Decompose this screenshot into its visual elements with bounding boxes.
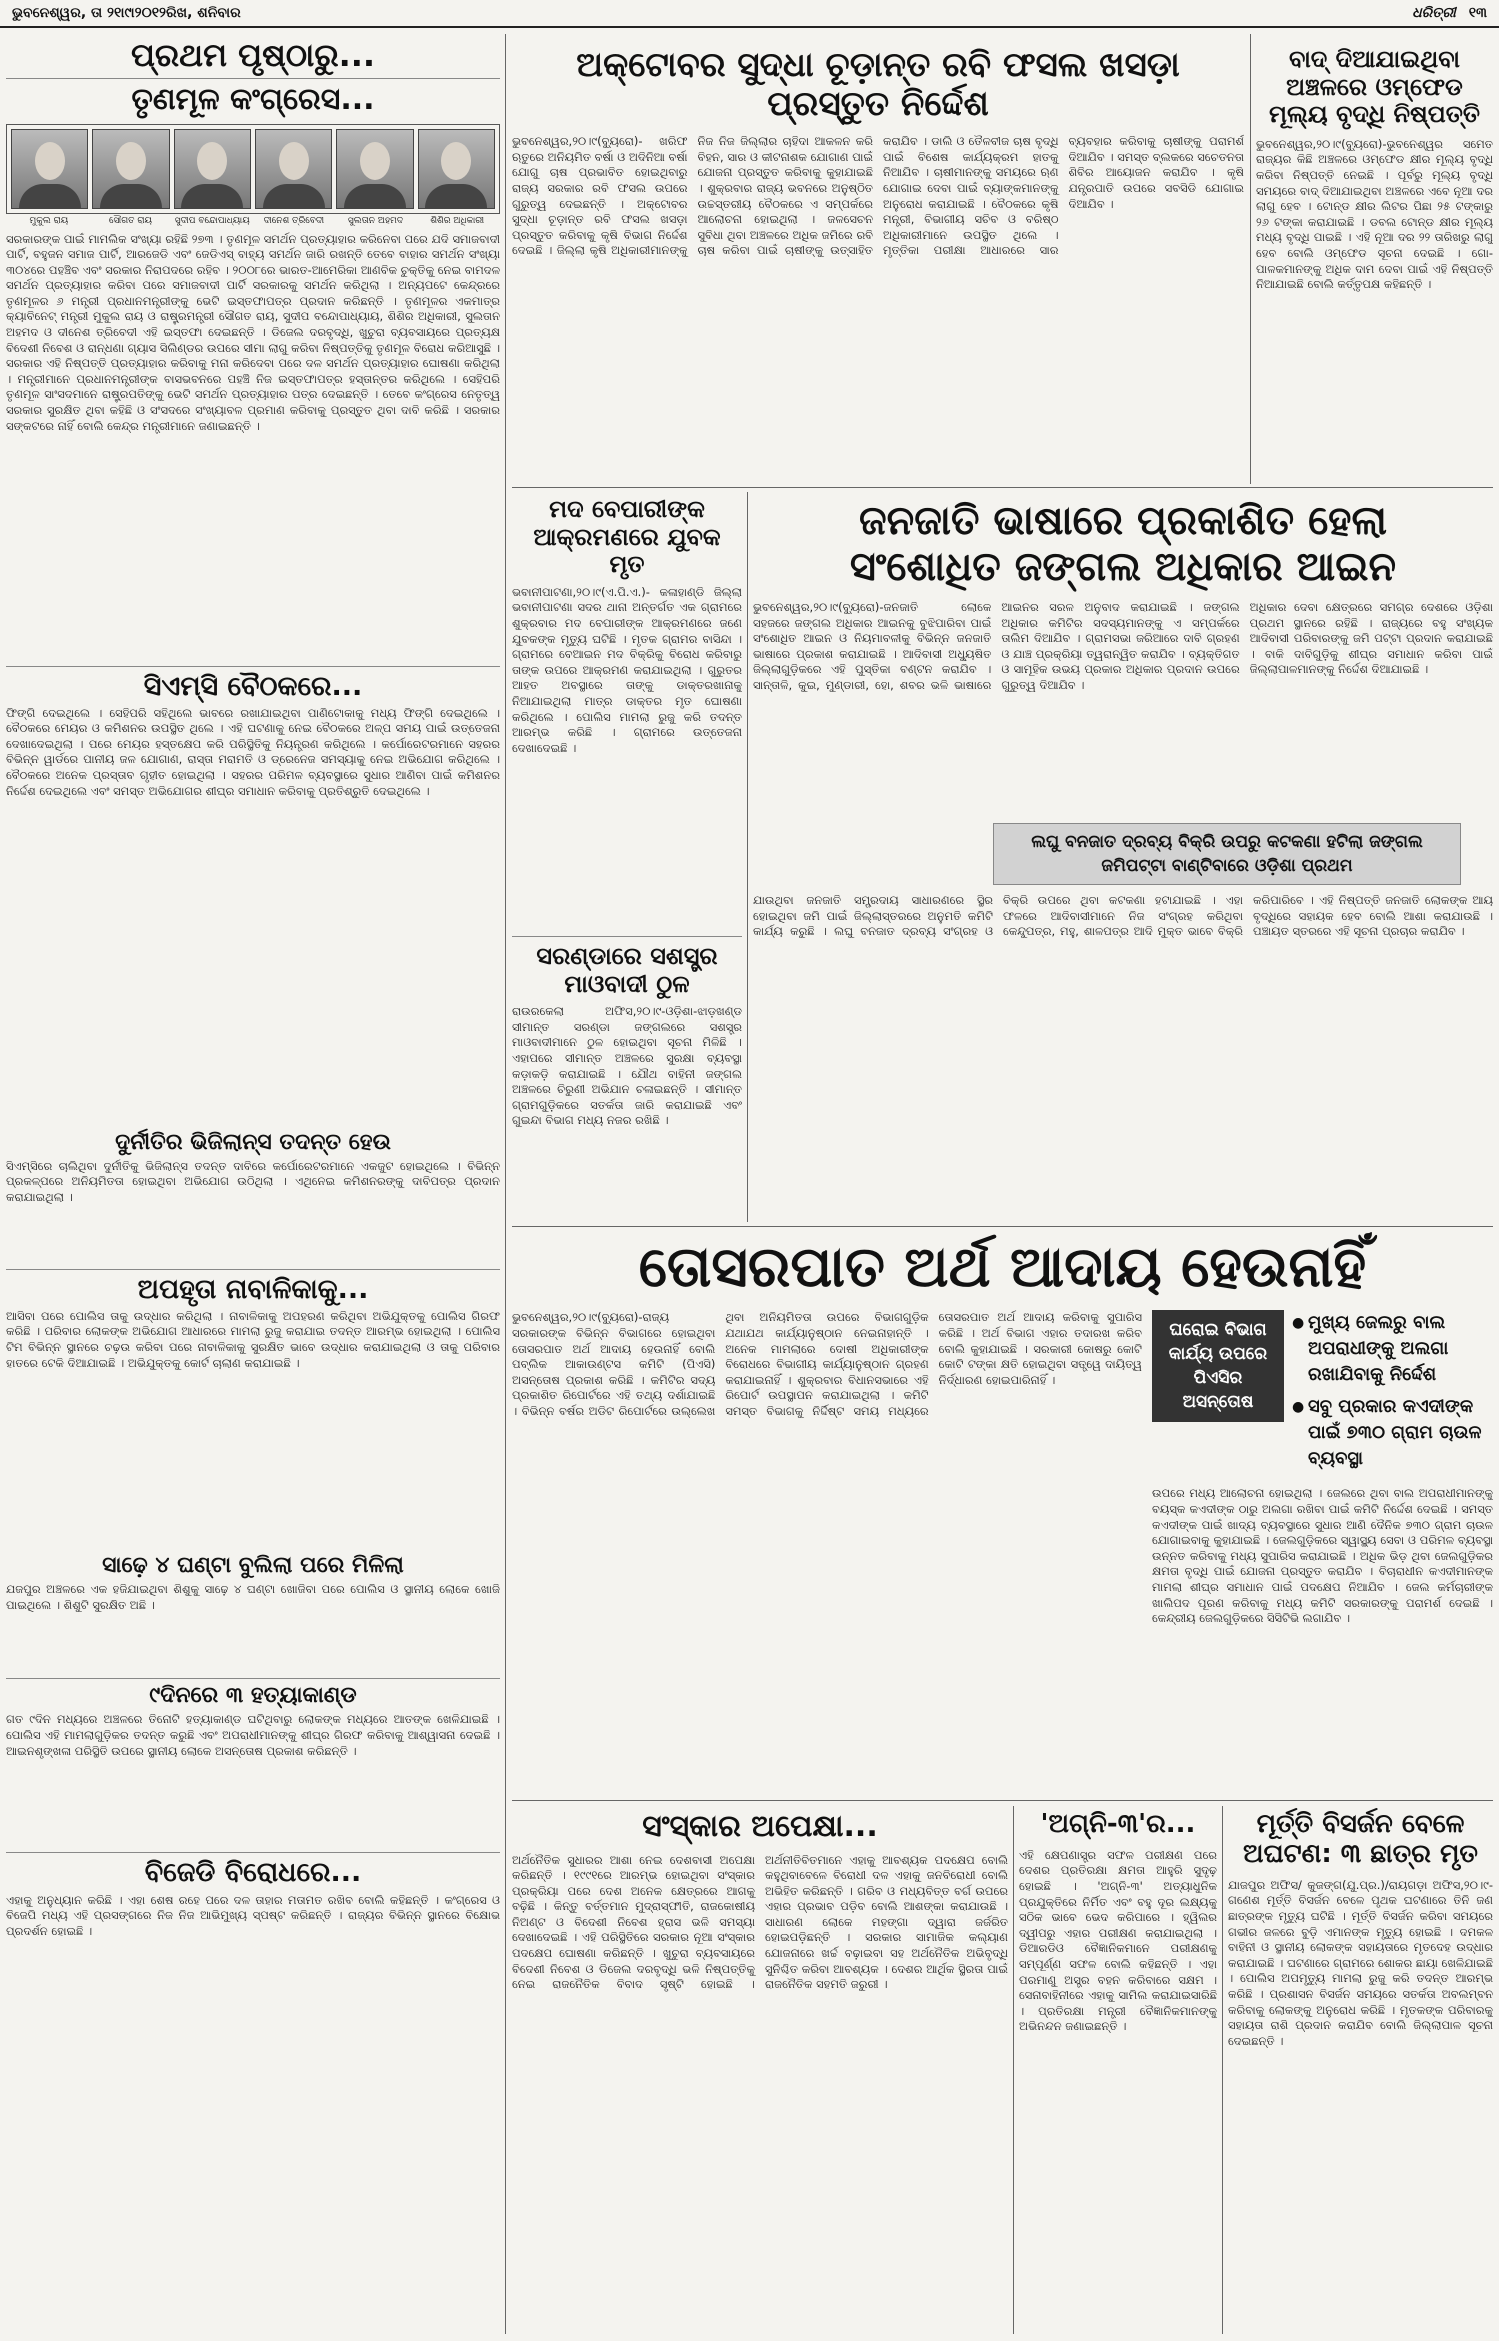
photo-caption: ଦୀନେଶ ତ୍ରିବେଦୀ <box>263 215 325 226</box>
minister-photo <box>336 129 413 209</box>
maoist-story <box>512 936 742 1221</box>
bjd-heading: ବିଜେଡି ବିରୋଧରେ... <box>144 1857 362 1889</box>
omfed-body: ଭୁବନେଶ୍ୱର,୨୦।୯(ବ୍ୟୁରୋ)-ଭୁବନେଶ୍ୱର ସମେତ ରାଜ୍ୟର କିଛି ଅଞ୍ଚଳରେ ଓମ୍ଫେଡ କ୍ଷୀର ମୂଲ୍ୟ ବୃଦ୍ଧି କରିବା ନିଷ୍ପତ୍ତି ନେଇଛି । ପୂର୍ବରୁ ମୂଲ୍ୟ ବୃଦ୍ଧି ସମୟରେ ବାଦ୍ ଦିଆଯାଇଥିବା ଅଞ୍ଚଳରେ ଏବେ ନୂଆ ଦର ଲାଗୁ ହେବ । ଟୋନ୍ଡ କ୍ଷୀର ଲିଟର ପିଛା ୨୫ ଟଙ୍କାରୁ ୨୬ ଟଙ୍କା କରାଯାଇଛି । ଡବଲ ଟୋନ୍ଡ କ୍ଷୀର ମୂଲ୍ୟ ମଧ୍ୟ ବୃଦ୍ଧି ପାଇଛି । ଏହି ନୂଆ ଦର ୨୨ ତାରିଖରୁ ଲାଗୁ ହେବ ବୋଲି ଓମ୍ଫେଡ ସୂଚନା ଦେଇଛି । ଗୋ-ପାଳକମାନଙ୍କୁ ଅଧିକ ଦାମ ଦେବା ପାଇଁ ଏହି ନିଷ୍ପତ୍ତି ନିଆଯାଇଛି ବୋଲି କର୍ତ୍ତୃପକ୍ଷ କହିଛନ୍ତି । <box>1256 136 1493 292</box>
tosarapat-lower-body: ଉପରେ ମଧ୍ୟ ଆଲୋଚନା ହୋଇଥିଲା । ଜେଲରେ ଥିବା ବାଲ ଅପରାଧୀମାନଙ୍କୁ ବୟସ୍କ କଏଦୀଙ୍କ ଠାରୁ ଅଲଗା ରଖିବା ପାଇଁ କମିଟି ନିର୍ଦ୍ଦେଶ ଦେଇଛି । ସମସ୍ତ କଏଦୀଙ୍କ ପାଇଁ ଖାଦ୍ୟ ବ୍ୟବସ୍ଥାରେ ସୁଧାର ଆଣି ଦୈନିକ ୭୩୦ ଗ୍ରାମ ଚାଉଳ ଯୋଗାଇବାକୁ କୁହାଯାଇଛି । ଜେଲଗୁଡ଼ିକରେ ସ୍ୱାସ୍ଥ୍ୟ ସେବା ଓ ପରିମଳ ବ୍ୟବସ୍ଥା ଉନ୍ନତ କରିବାକୁ ମଧ୍ୟ ସୁପାରିସ କରାଯାଇଛି । ଅଧିକ ଭିଡ଼ ଥିବା ଜେଲଗୁଡ଼ିକର କ୍ଷମତା ବୃଦ୍ଧି ପାଇଁ ଯୋଜନା ପ୍ରସ୍ତୁତ କରାଯିବ । ବିଚାରାଧୀନ କଏଦୀମାନଙ୍କ ମାମଲା ଶୀଘ୍ର ସମାଧାନ ପାଇଁ ପଦକ୍ଷେପ ନିଆଯିବ । ଜେଲ କର୍ମଚାରୀଙ୍କ ଖାଲିପଦ ପୂରଣ କରିବାକୁ ମଧ୍ୟ କମିଟି ସରକାରଙ୍କୁ ପରାମର୍ଶ ଦେଇଛି । କେନ୍ଦ୍ରୀୟ ଜେଲଗୁଡ଼ିକରେ ସିସିଟିଭି ଲଗାଯିବ । <box>1152 1486 1493 1626</box>
bjd-story <box>6 1852 500 2062</box>
forest-story <box>753 492 1493 1222</box>
jail-bullets <box>1292 1310 1493 1478</box>
page-header <box>0 0 1499 28</box>
jail-bullet: ● ସବୁ ପ୍ରକାର କଏଦୀଙ୍କ ପାଇଁ ୭୩୦ ଗ୍ରାମ ଚାଉଳ ବ୍ୟବସ୍ଥା <box>1292 1394 1493 1472</box>
minister-photos <box>6 124 500 214</box>
section-rule <box>512 1800 1493 1801</box>
masthead-page <box>1412 5 1487 21</box>
cms-story <box>6 666 500 1126</box>
column-rule <box>1013 1806 1014 2334</box>
column-rule <box>747 492 748 1222</box>
idol-headline: ମୂର୍ତ୍ତି ବିସର୍ଜନ ବେଳେ ଅଘଟଣ: ୩ ଛାତ୍ର ମୃତ <box>1243 1809 1478 1869</box>
minister-photo <box>255 129 332 209</box>
column-rule <box>505 34 506 2334</box>
reform-body: ଅର୍ଥନୈତିକ ସୁଧାରର ଆଶା ନେଇ ଦେଶବାସୀ ଅପେକ୍ଷା କରିଛନ୍ତି । ୧୯୯୧ରେ ଆରମ୍ଭ ହୋଇଥିବା ସଂସ୍କାର ପ୍ରକ୍ରିୟା ପରେ ଦେଶ ଅନେକ କ୍ଷେତ୍ରରେ ଆଗକୁ ବଢ଼ିଛି । କିନ୍ତୁ ବର୍ତ୍ତମାନ ମୁଦ୍ରାସ୍ଫୀତି, ରାଜକୋଷୀୟ ନିଅଣ୍ଟ ଓ ବିଦେଶୀ ନିବେଶ ହ୍ରାସ ଭଳି ସମସ୍ୟା ଦେଖାଦେଇଛି । ଏହି ପରିସ୍ଥିତିରେ ସରକାର ନୂଆ ସଂସ୍କାର ପଦକ୍ଷେପ ଘୋଷଣା କରିଛନ୍ତି । ଖୁଚୁରା ବ୍ୟବସାୟରେ ବିଦେଶୀ ନିବେଶ ଓ ଡିଜେଲ ଦରବୃଦ୍ଧି ଭଳି ନିଷ୍ପତ୍ତିକୁ ନେଇ ରାଜନୈତିକ ବିବାଦ ସୃଷ୍ଟି ହୋଇଛି । ଅର୍ଥନୀତିବିତମାନେ ଏହାକୁ ଆବଶ୍ୟକ ପଦକ୍ଷେପ ବୋଲି କହୁଥିବାବେଳେ ବିରୋଧୀ ଦଳ ଏହାକୁ ଜନବିରୋଧୀ ବୋଲି ଅଭିହିତ କରିଛନ୍ତି । ଗରିବ ଓ ମଧ୍ୟବିତ୍ତ ବର୍ଗ ଉପରେ ଏହାର ପ୍ରଭାବ ପଡ଼ିବ ବୋଲି ଆଶଙ୍କା କରାଯାଉଛି । ସାଧାରଣ ଲୋକେ ମହଙ୍ଗା ଦ୍ୱାରା ଜର୍ଜରିତ ହୋଇପଡ଼ିଛନ୍ତି । ସରକାର ସାମାଜିକ କଲ୍ୟାଣ ଯୋଜନାରେ ଖର୍ଚ୍ଚ ବଢ଼ାଇବା ସହ ଅର୍ଥନୈତିକ ଅଭିବୃଦ୍ଧି ସୁନିଶ୍ଚିତ କରିବା ଆବଶ୍ୟକ । ଦେଶର ଆର୍ଥିକ ସ୍ଥିରତା ପାଇଁ ରାଜନୈତିକ ସହମତି ଜରୁରୀ । <box>512 1852 1008 1992</box>
agni-headline: 'ଅଗ୍ନି-୩'ର... <box>1040 1809 1196 1839</box>
forest-highlight-box: ଲଘୁ ବନଜାତ ଦ୍ରବ୍ୟ ବିକ୍ରି ଉପରୁ କଟକଣା ହଟିଲା ଜଙ୍ଗଲ ଜମିପଟ୍ଟା ବାଣ୍ଟିବାରେ ଓଡ଼ିଶା ପ୍ରଥମ <box>993 823 1461 885</box>
tmc-body: ସରକାରଙ୍କ ପାଇଁ ମାମଲିକ ସଂଖ୍ୟା ରହିଛି ୨୭୩ । ତୃଣମୂଳ ସମର୍ଥନ ପ୍ରତ୍ୟାହାର କରିନେବା ପରେ ଯଦି ସମାଜବାଦୀ ପାର୍ଟି, ବହୁଜନ ସମାଜ ପାର୍ଟି, ଆରଜେଡି ଏବଂ ଜେଡିଏସ୍ ବାହ୍ୟ ସମର୍ଥନ ଜାରି ରଖନ୍ତି ତେବେ ବାହାର ସମର୍ଥନ ସଂଖ୍ୟା ୩୦୪ରେ ପହଞ୍ଚିବ ଏବଂ ସରକାର ନିରାପଦରେ ରହିବ । ୨୦୦୮ରେ ଭାରତ-ଆମେରିକା ଆଣବିକ ଚୁକ୍ତିକୁ ନେଇ ବାମଦଳ ସମର୍ଥନ ପ୍ରତ୍ୟାହାର କରିବା ପରେ ସମାଜବାଦୀ ପାର୍ଟି ସରକାରକୁ ସମର୍ଥନ କରିଥିଲା । ଅନ୍ୟପଟେ କେନ୍ଦ୍ରରେ ତୃଣମୂଳର ୬ ମନ୍ତ୍ରୀ ପ୍ରଧାନମନ୍ତ୍ରୀଙ୍କୁ ଭେଟି ଇସ୍ତଫାପତ୍ର ପ୍ରଦାନ କରିଛନ୍ତି । ତୃଣମୂଳର ଏକମାତ୍ର କ୍ୟାବିନେଟ୍ ମନ୍ତ୍ରୀ ମୁକୁଲ ରାୟ ଓ ରାଷ୍ଟ୍ରମନ୍ତ୍ରୀ ସୌଗତ ରାୟ, ସୁଦୀପ ବନ୍ଦୋପାଧ୍ୟାୟ, ଶିଶିର ଅଧିକାରୀ, ସୁଲତାନ ଅହମଦ ଓ ଦୀନେଶ ତ୍ରିବେଦୀ ଏହି ଇସ୍ତଫା ଦେଇଛନ୍ତି । ଡିଜେଲ ଦରବୃଦ୍ଧି, ଖୁଚୁରା ବ୍ୟବସାୟରେ ପ୍ରତ୍ୟକ୍ଷ ବିଦେଶୀ ନିବେଶ ଓ ରାନ୍ଧଣା ଗ୍ୟାସ ସିଲିଣ୍ଡର ଉପରେ ସୀମା ଲାଗୁ କରିବା ନିଷ୍ପତ୍ତିକୁ ତୃଣମୂଳ ବିରୋଧ କରିଆସୁଛି । ସରକାର ଏହି ନିଷ୍ପତ୍ତି ପ୍ରତ୍ୟାହାର କରିବାକୁ ମନା କରିଦେବା ପରେ ଦଳ ସମର୍ଥନ ପ୍ରତ୍ୟାହାର ଘୋଷଣା କରିଥିଲା । ମନ୍ତ୍ରୀମାନେ ପ୍ରଧାନମନ୍ତ୍ରୀଙ୍କ ବାସଭବନରେ ପହଞ୍ଚି ନିଜ ଇସ୍ତଫାପତ୍ର ହସ୍ତାନ୍ତର କରିଥିଲେ । ସେହିପରି ତୃଣମୂଳ ସାଂସଦମାନେ ରାଷ୍ଟ୍ରପତିଙ୍କୁ ଭେଟି ସମର୍ଥନ ପ୍ରତ୍ୟାହାର ପତ୍ର ଦେଇଛନ୍ତି । ତେବେ କଂଗ୍ରେସ ନେତୃତ୍ୱ ସରକାର ସୁରକ୍ଷିତ ଥିବା କହିଛି ଓ ସଂସଦରେ ସଂଖ୍ୟାବଳ ପ୍ରମାଣ କରିବାକୁ ପ୍ରସ୍ତୁତ ଥିବା ଦାବି କରିଛି । ସରକାର ସଙ୍କଟରେ ନାହିଁ ବୋଲି କେନ୍ଦ୍ର ମନ୍ତ୍ରୀମାନେ ଜଣାଇଛନ୍ତି । <box>6 231 500 433</box>
rabi-body: ଭୁବନେଶ୍ୱର,୨୦।୯(ବ୍ୟୁରୋ)- ଖରିଫ ଋତୁରେ ଅନିୟମିତ ବର୍ଷା ଓ ଅଦିନିଆ ବର୍ଷା ଯୋଗୁ ଚାଷ ପ୍ରଭାବିତ ହୋଇଥିବାରୁ ରାଜ୍ୟ ସରକାର ରବି ଫସଲ ଉପରେ ଗୁରୁତ୍ୱ ଦେଇଛନ୍ତି । ଅକ୍ଟୋବର ସୁଦ୍ଧା ଚୂଡ଼ାନ୍ତ ରବି ଫସଲ ଖସଡ଼ା ପ୍ରସ୍ତୁତ କରିବାକୁ କୃଷି ବିଭାଗ ନିର୍ଦ୍ଦେଶ ଦେଇଛି । ଜିଲ୍ଲା କୃଷି ଅଧିକାରୀମାନଙ୍କୁ ନିଜ ନିଜ ଜିଲ୍ଲାର ଚାହିଦା ଆକଳନ କରି ବିହନ, ସାର ଓ କୀଟନାଶକ ଯୋଗାଣ ପାଇଁ ଯୋଜନା ପ୍ରସ୍ତୁତ କରିବାକୁ କୁହାଯାଇଛି । ଶୁକ୍ରବାର ରାଜ୍ୟ ଭବନରେ ଅନୁଷ୍ଠିତ ଉଚ୍ଚସ୍ତରୀୟ ବୈଠକରେ ଏ ସମ୍ପର୍କରେ ଆଲୋଚନା ହୋଇଥିଲା । ଜଳସେଚନ ସୁବିଧା ଥିବା ଅଞ୍ଚଳରେ ଅଧିକ ଜମିରେ ରବି ଚାଷ କରିବା ପାଇଁ ଚାଷୀଙ୍କୁ ଉତ୍ସାହିତ କରାଯିବ । ଡାଲି ଓ ତୈଳବୀଜ ଚାଷ ବୃଦ୍ଧି ପାଇଁ ବିଶେଷ କାର୍ଯ୍ୟକ୍ରମ ହାତକୁ ନିଆଯିବ । ଚାଷୀମାନଙ୍କୁ ସମୟରେ ଋଣ ଯୋଗାଇ ଦେବା ପାଇଁ ବ୍ୟାଙ୍କମାନଙ୍କୁ ଅନୁରୋଧ କରାଯାଇଛି । ବୈଠକରେ କୃଷି ମନ୍ତ୍ରୀ, ବିଭାଗୀୟ ସଚିବ ଓ ବରିଷ୍ଠ ଅଧିକାରୀମାନେ ଉପସ୍ଥିତ ଥିଲେ । ମୃତ୍ତିକା ପରୀକ୍ଷା ଆଧାରରେ ସାର ବ୍ୟବହାର କରିବାକୁ ଚାଷୀଙ୍କୁ ପରାମର୍ଶ ଦିଆଯିବ । ସମସ୍ତ ବ୍ଲକରେ ସଚେତନତା ଶିବିର ଆୟୋଜନ କରାଯିବ । କୃଷି ଯନ୍ତ୍ରପାତି ଉପରେ ସବସିଡି ଯୋଗାଇ ଦିଆଯିବ । <box>512 134 1244 258</box>
vigilance-body: ସିଏମ୍ସିରେ ଚାଲିଥିବା ଦୁର୍ନୀତିକୁ ଭିଜିଲାନ୍ସ ତଦନ୍ତ ଦାବିରେ କର୍ପୋରେଟରମାନେ ଏକଜୁଟ ହୋଇଥିଲେ । ବିଭିନ୍ନ ପ୍ରକଳ୍ପରେ ଅନିୟମିତତା ହୋଇଥିବା ଅଭିଯୋଗ ଉଠିଥିଲା । ଏଥିନେଇ କମିଶନରଙ୍କୁ ଦାବିପତ୍ର ପ୍ରଦାନ କରାଯାଇଥିଲା । <box>6 1158 500 1205</box>
dateline: ଭୁବନେଶ୍ୱର, ତା ୨୧ା୯ା୨୦୧୨ରିଖ, ଶନିବାର <box>12 5 241 21</box>
first-page-continuation-title: ପ୍ରଥମ ପୃଷ୍ଠାରୁ... <box>6 34 500 79</box>
found-story <box>6 1553 500 1678</box>
vigilance-story <box>6 1130 500 1269</box>
left-column <box>6 34 500 2334</box>
photo-caption: ସୁଲତାନ ଅହମଦ <box>347 215 404 226</box>
cms-heading: ସିଏମ୍ସି ବୈଠକରେ... <box>143 670 363 702</box>
found-heading: ସାଢ଼େ ୪ ଘଣ୍ଟା ବୁଲିଲା ପରେ ମିଳିଲା <box>102 1552 404 1578</box>
page-number: ୧୩ <box>1468 5 1487 21</box>
rabi-headline: ଅକ୍ଟୋବର ସୁଦ୍ଧା ଚୂଡ଼ାନ୍ତ ରବି ଫସଲ ଖସଡ଼ା ପ୍ରସ୍ତୁତ ନିର୍ଦ୍ଦେଶ <box>576 45 1180 125</box>
forest-right-body: ଅଧିକାର ଦେବା କ୍ଷେତ୍ରରେ ସମଗ୍ର ଦେଶରେ ଓଡ଼ିଶା ପ୍ରଥମ ସ୍ଥାନରେ ରହିଛି । ରାଜ୍ୟରେ ବହୁ ସଂଖ୍ୟକ ଆଦିବାସୀ ପରିବାରଙ୍କୁ ଜମି ପଟ୍ଟା ପ୍ରଦାନ କରାଯାଇଛି । ବାକି ଦାବିଗୁଡ଼ିକୁ ଶୀଘ୍ର ସମାଧାନ କରିବା ପାଇଁ ଜିଲ୍ଲାପାଳମାନଙ୍କୁ ନିର୍ଦ୍ଦେଶ ଦିଆଯାଇଛି । <box>1249 600 1493 677</box>
vigilance-heading: ଦୁର୍ନୀତିର ଭିଜିଲାନ୍ସ ତଦନ୍ତ ହେଉ <box>115 1129 391 1155</box>
rabi-story <box>512 40 1244 480</box>
forest-lower-body: ଯାଉଥିବା ଜନଜାତି ସମ୍ପ୍ରଦାୟ ସାଧାରଣରେ ସ୍ଥିର ହୋଇଥିବା ଜମି ପାଇଁ ଜିଲ୍ଲାସ୍ତରରେ ଅନୁମତି କମିଟି କାର୍ଯ୍ୟ କରୁଛି । ଲଘୁ ବନଜାତ ଦ୍ରବ୍ୟ ସଂଗ୍ରହ ଓ ବିକ୍ରି ଉପରେ ଥିବା କଟକଣା ହଟାଯାଇଛି । ଏହା ଫଳରେ ଆଦିବାସୀମାନେ ନିଜ ସଂଗ୍ରହ କରିଥିବା କେନ୍ଦୁପତ୍ର, ମହୁ, ଶାଳପତ୍ର ଆଦି ମୁକ୍ତ ଭାବେ ବିକ୍ରି କରିପାରିବେ । ଏହି ନିଷ୍ପତ୍ତି ଜନଜାତି ଲୋକଙ୍କ ଆୟ ବୃଦ୍ଧିରେ ସହାୟକ ହେବ ବୋଲି ଆଶା କରାଯାଉଛି । ପଞ୍ଚାୟତ ସ୍ତରରେ ଏହି ସୂଚନା ପ୍ରଚାର କରାଯିବ । <box>753 893 1493 939</box>
idol-body: ଯାଜପୁର ଅଫିସ/ କୁଜଙ୍ଗ(ଯୁ.ପ୍ର.)/ରାୟଗଡ଼ା ଅଫିସ,୨୦।୯-ଗଣେଶ ମୂର୍ତ୍ତି ବିସର୍ଜନ ବେଳେ ପୃଥକ ଘଟଣାରେ ତିନି ଜଣ ଛାତ୍ରଙ୍କ ମୃତ୍ୟୁ ଘଟିଛି । ମୂର୍ତ୍ତି ବିସର୍ଜନ କରିବା ସମୟରେ ଗଭୀର ଜଳରେ ବୁଡ଼ି ଏମାନଙ୍କ ମୃତ୍ୟୁ ହୋଇଛି । ଦମକଳ ବାହିନୀ ଓ ସ୍ଥାନୀୟ ଲୋକଙ୍କ ସହାୟତାରେ ମୃତଦେହ ଉଦ୍ଧାର କରାଯାଇଛି । ଘଟଣାରେ ଗ୍ରାମରେ ଶୋକର ଛାୟା ଖେଳିଯାଇଛି । ପୋଲିସ ଅପମୃତ୍ୟୁ ମାମଲା ରୁଜୁ କରି ତଦନ୍ତ ଆରମ୍ଭ କରିଛି । ପ୍ରଶାସନ ବିସର୍ଜନ ସମୟରେ ସତର୍କତା ଅବଲମ୍ବନ କରିବାକୁ ଲୋକଙ୍କୁ ଅନୁରୋଧ କରିଛି । ମୃତକଙ୍କ ପରିବାରକୁ ସହାୟତା ରାଶି ପ୍ରଦାନ କରାଯିବ ବୋଲି ଜିଲ୍ଲାପାଳ ସୂଚନା ଦେଇଛନ୍ତି । <box>1228 1877 1493 2048</box>
photo-caption: ମୁକୁଲ ରାୟ <box>29 215 69 226</box>
column-rule <box>1222 1806 1223 2334</box>
reform-story <box>512 1806 1008 2334</box>
tosarapat-body: ଭୁବନେଶ୍ୱର,୨୦।୯(ବ୍ୟୁରୋ)-ରାଜ୍ୟ ସରକାରଙ୍କ ବିଭିନ୍ନ ବିଭାଗରେ ହୋଇଥିବା ତୋସରପାତ ଅର୍ଥ ଆଦାୟ ହେଉନାହିଁ ବୋଲି ପବ୍ଲିକ ଆକାଉଣ୍ଟସ କମିଟି (ପିଏସି) ଅସନ୍ତୋଷ ପ୍ରକାଶ କରିଛି । କମିଟିର ସଦ୍ୟ ପ୍ରକାଶିତ ରିପୋର୍ଟରେ ଏହି ତଥ୍ୟ ଦର୍ଶାଯାଇଛି । ବିଭିନ୍ନ ବର୍ଷର ଅଡିଟ ରିପୋର୍ଟରେ ଉଲ୍ଲେଖ ଥିବା ଅନିୟମିତତା ଉପରେ ବିଭାଗଗୁଡ଼ିକ ଯଥାଯଥ କାର୍ଯ୍ୟାନୁଷ୍ଠାନ ନେଇନାହାନ୍ତି । ଅନେକ ମାମଲାରେ ଦୋଷୀ ଅଧିକାରୀଙ୍କ ବିରୋଧରେ ବିଭାଗୀୟ କାର୍ଯ୍ୟାନୁଷ୍ଠାନ ଗ୍ରହଣ କରାଯାଇନାହିଁ । ଶୁକ୍ରବାର ବିଧାନସଭାରେ ଏହି ରିପୋର୍ଟ ଉପସ୍ଥାପନ କରାଯାଇଥିଲା । କମିଟି ସମସ୍ତ ବିଭାଗକୁ ନିର୍ଦ୍ଦିଷ୍ଟ ସମୟ ମଧ୍ୟରେ ତୋସରପାତ ଅର୍ଥ ଆଦାୟ କରିବାକୁ ସୁପାରିସ କରିଛି । ଅର୍ଥ ବିଭାଗ ଏହାର ତଦାରଖ କରିବ ବୋଲି କୁହାଯାଇଛି । ସରକାରୀ କୋଷରୁ କୋଟି କୋଟି ଟଙ୍କା କ୍ଷତି ହୋଇଥିବା ସତ୍ତ୍ୱେ ଦାୟିତ୍ୱ ନିର୍ଦ୍ଧାରଣ ହୋଇପାରିନାହିଁ । <box>512 1310 1142 1418</box>
minor-heading: ଅପହୃତା ନାବାଳିକାକୁ... <box>137 1273 369 1305</box>
jail-bullet: ● ମୁଖ୍ୟ ଜେଲରୁ ବାଲ ଅପରାଧୀଙ୍କୁ ଅଲଗା ରଖାଯିବାକୁ ନିର୍ଦ୍ଦେଶ <box>1292 1310 1493 1388</box>
minister-photo <box>92 129 169 209</box>
maoist-headline: ସରଣ୍ଡାରେ ସଶସ୍ତ୍ର ମାଓବାଦୀ ଠୁଳ <box>536 942 718 998</box>
forest-body: ଭୁବନେଶ୍ୱର,୨୦।୯(ବ୍ୟୁରୋ)-ଜନଜାତି ଲୋକେ ସହଜରେ ଜଙ୍ଗଲ ଅଧିକାର ଆଇନକୁ ବୁଝିପାରିବା ପାଇଁ ସଂଶୋଧିତ ଆଇନ ଓ ନିୟମାବଳୀକୁ ବିଭିନ୍ନ ଜନଜାତି ଭାଷାରେ ପ୍ରକାଶ କରାଯାଇଛି । ଆଦିବାସୀ ଅଧ୍ୟୁଷିତ ଜିଲ୍ଲାଗୁଡ଼ିକରେ ଏହି ପୁସ୍ତିକା ବଣ୍ଟନ କରାଯିବ । ସାନ୍ତାଳି, କୁଇ, ମୁଣ୍ଡାରୀ, ହୋ, ଶବର ଭଳି ଭାଷାରେ ଆଇନର ସରଳ ଅନୁବାଦ କରାଯାଇଛି । ଜଙ୍ଗଲ ଅଧିକାର କମିଟିର ସଦସ୍ୟମାନଙ୍କୁ ଏ ସମ୍ପର୍କରେ ତାଲିମ ଦିଆଯିବ । ଗ୍ରାମସଭା ଜରିଆରେ ଦାବି ଗ୍ରହଣ ଓ ଯାଞ୍ଚ ପ୍ରକ୍ରିୟା ତ୍ୱରାନ୍ୱିତ କରାଯିବ । ବ୍ୟକ୍ତିଗତ ଓ ସାମୂହିକ ଉଭୟ ପ୍ରକାର ଅଧିକାର ପ୍ରଦାନ ଉପରେ ଗୁରୁତ୍ୱ ଦିଆଯିବ । <box>753 600 1240 692</box>
photo-caption: ସୌଗତ ରାୟ <box>109 215 152 226</box>
murders-story <box>6 1678 500 1852</box>
found-body: ଯଜପୁର ଅଞ୍ଚଳରେ ଏକ ହଜିଯାଇଥିବା ଶିଶୁକୁ ସାଢ଼େ ୪ ଘଣ୍ଟା ଖୋଜିବା ପରେ ପୋଲିସ ଓ ସ୍ଥାନୀୟ ଲୋକେ ଖୋଜି ପାଇଥିଲେ । ଶିଶୁଟି ସୁରକ୍ଷିତ ଅଛି । <box>6 1582 500 1612</box>
pac-dissatisfaction-box: ଘରୋଇ ବିଭାଗ କାର୍ଯ୍ୟ ଉପରେ ପିଏସିର ଅସନ୍ତୋଷ <box>1152 1310 1284 1422</box>
masthead: ଧରିତ୍ରୀ <box>1412 5 1456 21</box>
idol-story <box>1228 1806 1493 2334</box>
tosarapat-story <box>512 1232 1493 1798</box>
section-rule <box>512 1226 1493 1227</box>
photo-caption: ସୁଦୀପ ବନ୍ଦୋପାଧ୍ୟାୟ <box>174 215 250 226</box>
murders-heading: ୯ଦିନରେ ୩ ହତ୍ୟାକାଣ୍ଡ <box>149 1683 357 1709</box>
minor-story <box>6 1269 500 1549</box>
youth-body: ଭବାନୀପାଟଣା,୨୦।୯(ଏ.ପି.ଏ.)- କଳାହାଣ୍ଡି ଜିଲ୍ଲା ଭବାନୀପାଟଣା ସଦର ଥାନା ଅନ୍ତର୍ଗତ ଏକ ଗ୍ରାମରେ ଶୁକ୍ରବାର ମଦ ବେପାରୀଙ୍କ ଆକ୍ରମଣରେ ଜଣେ ଯୁବକଙ୍କ ମୃତ୍ୟୁ ଘଟିଛି । ମୃତକ ଗ୍ରାମର ବାସିନ୍ଦା । ଗ୍ରାମରେ ବେଆଇନ ମଦ ବିକ୍ରିକୁ ବିରୋଧ କରିବାରୁ ତାଙ୍କ ଉପରେ ଆକ୍ରମଣ କରାଯାଇଥିଲା । ଗୁରୁତର ଆହତ ଅବସ୍ଥାରେ ତାଙ୍କୁ ଡାକ୍ତରଖାନାକୁ ନିଆଯାଇଥିଲା ମାତ୍ର ଡାକ୍ତର ମୃତ ଘୋଷଣା କରିଥିଲେ । ପୋଲିସ ମାମଲା ରୁଜୁ କରି ତଦନ୍ତ ଆରମ୍ଭ କରିଛି । ଗ୍ରାମରେ ଉତ୍ତେଜନା ଦେଖାଦେଇଛି । <box>512 584 742 755</box>
agni-story <box>1019 1806 1217 2334</box>
youth-headline: ମଦ ବେପାରୀଙ୍କ ଆକ୍ରମଣରେ ଯୁବକ ମୃତ <box>533 495 721 579</box>
forest-headline-line1: ଜନଜାତି ଭାଷାରେ ପ୍ରକାଶିତ ହେଲା <box>859 498 1387 544</box>
maoist-body: ରାଉରକେଲା ଅଫିସ,୨୦।୯-ଓଡ଼ିଶା-ଝାଡ଼ଖଣ୍ଡ ସୀମାନ୍ତ ସରଣ୍ଡା ଜଙ୍ଗଲରେ ସଶସ୍ତ୍ର ମାଓବାଦୀମାନେ ଠୁଳ ହୋଇଥିବା ସୂଚନା ମିଳିଛି । ଏହାପରେ ସୀମାନ୍ତ ଅଞ୍ଚଳରେ ସୁରକ୍ଷା ବ୍ୟବସ୍ଥା କଡ଼ାକଡ଼ି କରାଯାଇଛି । ଯୌଥ ବାହିନୀ ଜଙ୍ଗଲ ଅଞ୍ଚଳରେ ଚିରୁଣୀ ଅଭିଯାନ ଚଳାଇଛନ୍ତି । ସୀମାନ୍ତ ଗ୍ରାମଗୁଡ଼ିକରେ ସତର୍କତା ଜାରି କରାଯାଇଛି ଏବଂ ଗୁଇନ୍ଦା ବିଭାଗ ମଧ୍ୟ ନଜର ରଖିଛି । <box>512 1004 742 1128</box>
murders-body: ଗତ ୯ଦିନ ମଧ୍ୟରେ ଅଞ୍ଚଳରେ ତିନୋଟି ହତ୍ୟାକାଣ୍ଡ ଘଟିଥିବାରୁ ଲୋକଙ୍କ ମଧ୍ୟରେ ଆତଙ୍କ ଖେଳିଯାଇଛି । ପୋଲିସ ଏହି ମାମଲାଗୁଡ଼ିକର ତଦନ୍ତ କରୁଛି ଏବଂ ଅପରାଧୀମାନଙ୍କୁ ଶୀଘ୍ର ଗିରଫ କରିବାକୁ ଆଶ୍ୱାସନା ଦେଇଛି । ଆଇନଶୃଙ୍ଖଳା ପରିସ୍ଥିତି ଉପରେ ସ୍ଥାନୀୟ ଲୋକେ ଅସନ୍ତୋଷ ପ୍ରକାଶ କରିଛନ୍ତି । <box>6 1712 500 1758</box>
minister-photo <box>418 129 495 209</box>
cms-body: ଫିଙ୍ଗି ଦେଇଥିଲେ । ସେହିପରି ସହିଥିଲେ ଭାବରେ ରଖାଯାଇଥିବା ପାଣିଟୋକାକୁ ମଧ୍ୟ ଫିଙ୍ଗି ଦେଇଥିଲେ । ବୈଠକରେ ମେୟର ଓ କମିଶନର ଉପସ୍ଥିତ ଥିଲେ । ଏହି ଘଟଣାକୁ ନେଇ ବୈଠକରେ ଅଳ୍ପ ସମୟ ପାଇଁ ଉତ୍ତେଜନା ଦେଖାଦେଇଥିଲା । ପରେ ମେୟର ହସ୍ତକ୍ଷେପ କରି ପରିସ୍ଥିତିକୁ ନିୟନ୍ତ୍ରଣ କରିଥିଲେ । କର୍ପୋରେଟରମାନେ ସହରର ବିଭିନ୍ନ ୱାର୍ଡରେ ପାନୀୟ ଜଳ ଯୋଗାଣ, ରାସ୍ତା ମରାମତି ଓ ଡ୍ରେନେଜ ସମସ୍ୟାକୁ ନେଇ ଅଭିଯୋଗ କରିଥିଲେ । ବୈଠକରେ ଅନେକ ପ୍ରସ୍ତାବ ଗୃହୀତ ହୋଇଥିଲା । ସହରର ପରିମଳ ବ୍ୟବସ୍ଥାରେ ସୁଧାର ଆଣିବା ପାଇଁ କମିଶନର ନିର୍ଦ୍ଦେଶ ଦେଇଥିଲେ ଏବଂ ସମସ୍ତ ଅଭିଯୋଗର ଶୀଘ୍ର ସମାଧାନ କରିବାକୁ ପ୍ରତିଶ୍ରୁତି ଦେଇଥିଲେ । <box>6 705 500 798</box>
agni-body: ଏହି କ୍ଷେପଣାସ୍ତ୍ର ସଫଳ ପରୀକ୍ଷଣ ପରେ ଦେଶର ପ୍ରତିରକ୍ଷା କ୍ଷମତା ଆହୁରି ସୁଦୃଢ଼ ହୋଇଛି । 'ଅଗ୍ନି-୩' ଅତ୍ୟାଧୁନିକ ପ୍ରଯୁକ୍ତିରେ ନିର୍ମିତ ଏବଂ ବହୁ ଦୂର ଲକ୍ଷ୍ୟକୁ ସଠିକ ଭାବେ ଭେଦ କରିପାରେ । ହ୍ୱିଲର ଦ୍ୱୀପରୁ ଏହାର ପରୀକ୍ଷଣ କରାଯାଇଥିଲା । ଡିଆରଡିଓ ବୈଜ୍ଞାନିକମାନେ ପରୀକ୍ଷଣକୁ ସମ୍ପୂର୍ଣ୍ଣ ସଫଳ ବୋଲି କହିଛନ୍ତି । ଏହା ପରମାଣୁ ଅସ୍ତ୍ର ବହନ କରିବାରେ ସକ୍ଷମ । ସେନାବାହିନୀରେ ଏହାକୁ ସାମିଲ କରାଯାଇସାରିଛି । ପ୍ରତିରକ୍ଷା ମନ୍ତ୍ରୀ ବୈଜ୍ଞାନିକମାନଙ୍କୁ ଅଭିନନ୍ଦନ ଜଣାଇଛନ୍ତି । <box>1019 1847 1217 2034</box>
reform-headline: ସଂସ୍କାର ଅପେକ୍ଷା... <box>642 1809 878 1844</box>
omfed-headline: ବାଦ୍ ଦିଆଯାଇଥିବା ଅଞ୍ଚଳରେ ଓମ୍ଫେଡ ମୂଲ୍ୟ ବୃଦ୍ଧି ନିଷ୍ପତ୍ତି <box>1269 45 1480 129</box>
bjd-body: ଏହାକୁ ଅନୁଧ୍ୟାନ କରିଛି । ଏହା ଶେଷ ରହେ ପରେ ଦଳ ତାହାର ମତାମତ ରଖିବ ବୋଲି କହିଛନ୍ତି । କଂଗ୍ରେସ ଓ ବିଜେପି ମଧ୍ୟ ଏହି ପ୍ରସଙ୍ଗରେ ନିଜ ନିଜ ଆଭିମୁଖ୍ୟ ସ୍ପଷ୍ଟ କରିଛନ୍ତି । ରାଜ୍ୟର ବିଭିନ୍ନ ସ୍ଥାନରେ ବିକ୍ଷୋଭ ପ୍ରଦର୍ଶନ ହୋଇଛି । <box>6 1892 500 1938</box>
forest-headline-line2: ସଂଶୋଧିତ ଜଙ୍ଗଲ ଅଧିକାର ଆଇନ <box>849 544 1397 590</box>
column-rule <box>1250 34 1251 484</box>
youth-story <box>512 492 742 932</box>
tosarapat-headline: ତୋସରପାତ ଅର୍ଥ ଆଦାୟ ହେଉନାହିଁ <box>638 1235 1367 1300</box>
section-rule <box>512 487 1493 488</box>
tmc-heading: ତୃଣମୂଳ କଂଗ୍ରେସ... <box>131 82 375 117</box>
photo-captions <box>6 214 500 228</box>
minister-photo <box>174 129 251 209</box>
minister-photo <box>11 129 88 209</box>
photo-caption: ଶିଶିର ଅଧିକାରୀ <box>430 215 485 226</box>
omfed-story <box>1256 40 1493 480</box>
minor-body: ଆସିବା ପରେ ପୋଲିସ ତାକୁ ଉଦ୍ଧାର କରିଥିଲା । ନାବାଳିକାକୁ ଅପହରଣ କରିଥିବା ଅଭିଯୁକ୍ତକୁ ପୋଲିସ ଗିରଫ କରିଛି । ପରିବାର ଲୋକଙ୍କ ଅଭିଯୋଗ ଆଧାରରେ ମାମଲା ରୁଜୁ କରାଯାଇ ତଦନ୍ତ ଆରମ୍ଭ ହୋଇଥିଲା । ପୋଲିସ ଟିମ ବିଭିନ୍ନ ସ୍ଥାନରେ ଚଢ଼ଉ କରିବା ପରେ ନାବାଳିକାକୁ ସୁରକ୍ଷିତ ଭାବେ ଉଦ୍ଧାର କରାଯାଇଥିଲା ଓ ତାକୁ ପରିବାର ହାତରେ ଟେକି ଦିଆଯାଇଛି । ଅଭିଯୁକ୍ତକୁ କୋର୍ଟ ଚାଲାଣ କରାଯାଇଛି । <box>6 1308 500 1370</box>
tmc-story <box>6 83 500 662</box>
